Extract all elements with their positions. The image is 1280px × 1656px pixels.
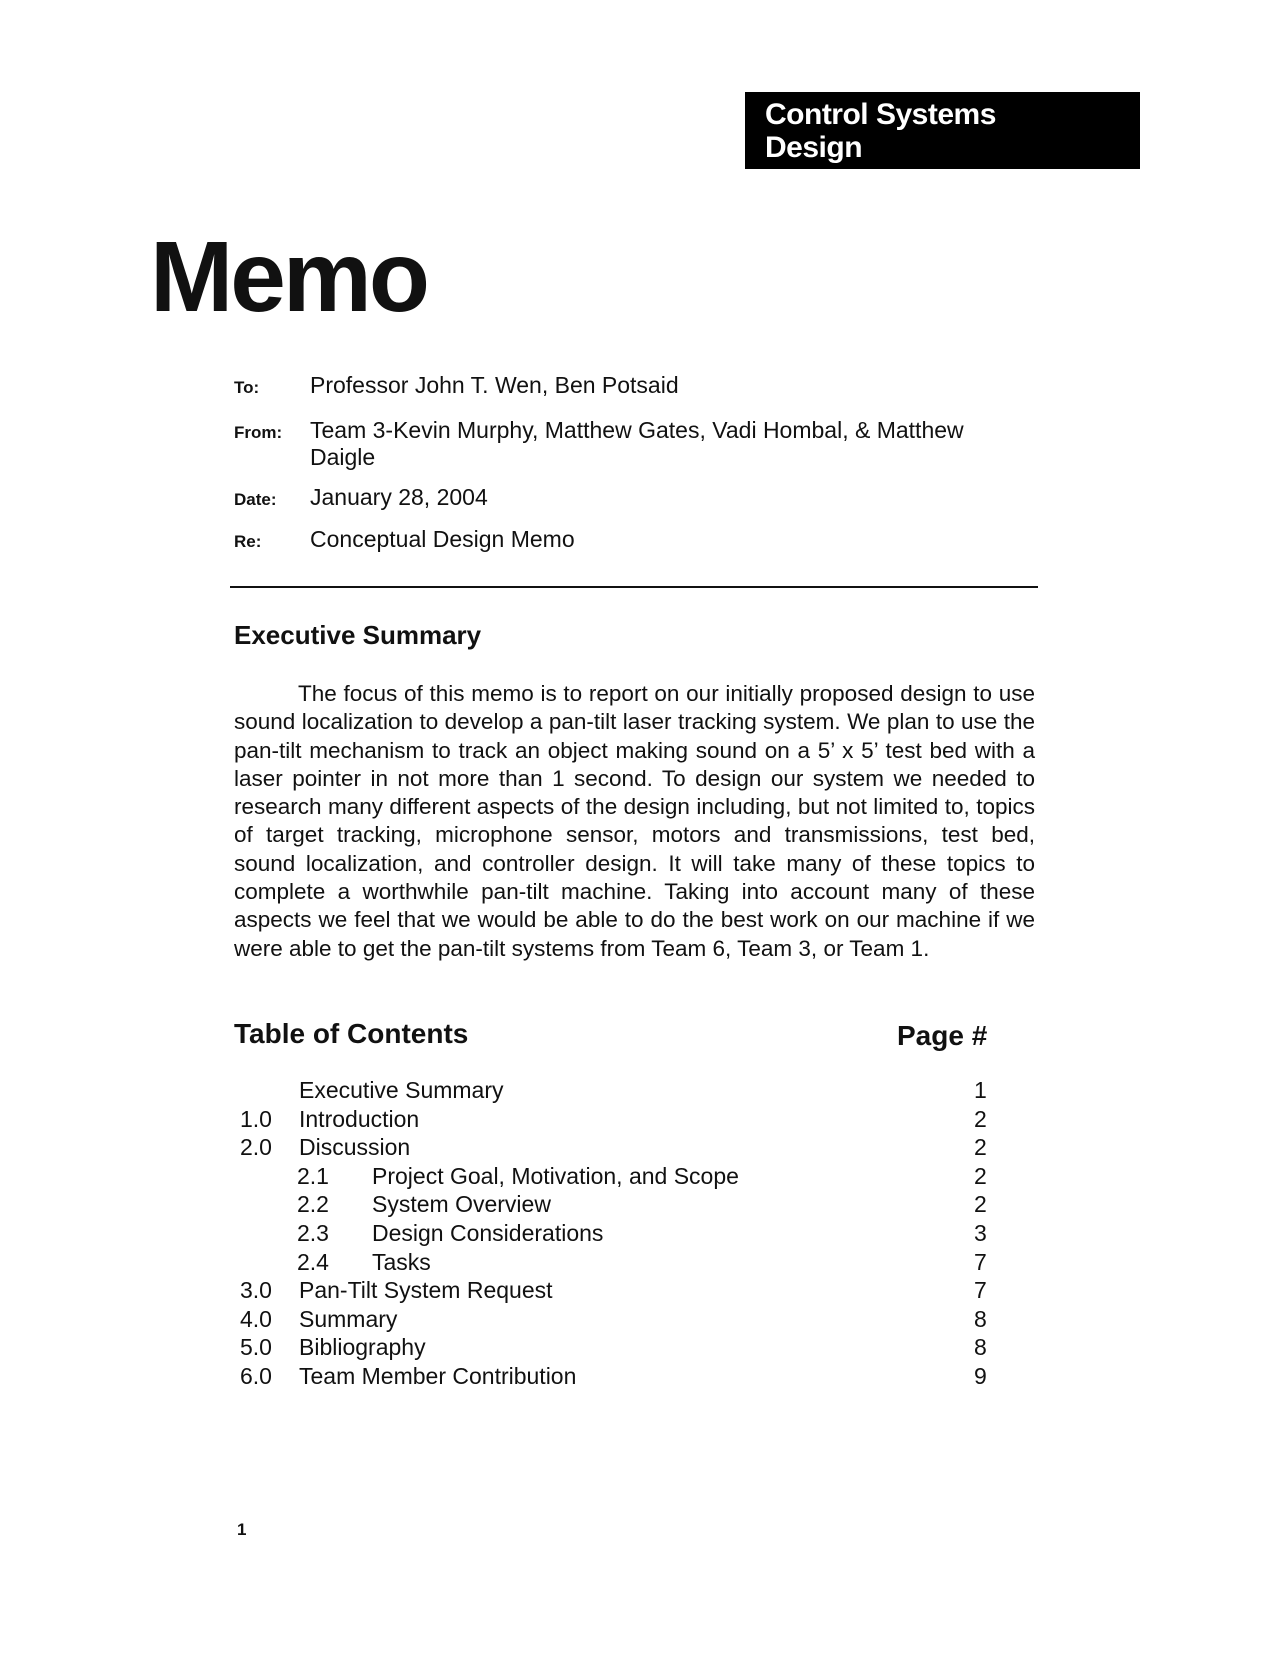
toc-item-number: 2.4 [297,1248,329,1275]
executive-summary-body: The focus of this memo is to report on our initially proposed design to use sound localization to develop a pan-tilt laser tracking system. We plan to use the pan-tilt mechanism to track an object making sound on a 5’ x 5’ test bed with a laser pointer in not more than 1 second. To design our system we needed to research many different aspects of the design including, but not limited to, topics of target tracking, microphone sensor, motors and transmissions, test bed, sound localization, and controller design. It will take many of these topics to complete a worthwhile pan-tilt machine. Taking into account many of these aspects we feel that we would be able to do the best work on our machine if we were able to get the pan-tilt systems from Team 6, Team 3, or Team 1. [234,681,1035,961]
to-label: To: [234,378,260,397]
from-label: From: [234,423,283,442]
date-row [234,484,1014,511]
date-label: Date: [234,490,277,509]
toc-item-label: Tasks [372,1248,431,1275]
toc-item-page: 7 [974,1248,987,1275]
re-value: Conceptual Design Memo [310,526,575,552]
header-divider [230,586,1038,588]
toc-item-label: Team Member Contribution [299,1363,577,1389]
toc-item [240,1305,1000,1334]
toc-item-page: 8 [974,1334,987,1361]
toc-item-label: Discussion [299,1134,411,1161]
toc-item [240,1105,1000,1134]
toc-item [240,1219,1000,1248]
toc-item-label: Design Considerations [372,1220,604,1246]
toc-item-number: 2.2 [297,1191,329,1218]
toc-item [240,1133,1000,1162]
toc-item [240,1333,1000,1362]
toc-item-label: Introduction [299,1105,420,1132]
re-label: Re: [234,532,262,551]
brand-box [745,92,1140,169]
toc-item-page: 2 [974,1162,987,1189]
toc-page-heading: Page # [897,1020,988,1051]
toc-heading: Table of Contents [234,1018,469,1049]
from-row [234,417,1004,471]
brand-line-2: Design [765,131,863,164]
toc-item-page: 9 [974,1363,987,1389]
toc-item [240,1276,1000,1305]
toc-item-number: 1.0 [240,1105,272,1132]
toc-item-label: Summary [299,1305,398,1332]
toc-item-number: 5.0 [240,1334,272,1361]
toc-item-label: System Overview [372,1191,551,1218]
toc-item-number: 6.0 [240,1363,272,1389]
toc-item-label: Pan-Tilt System Request [299,1277,553,1304]
toc-item-number: 2.3 [297,1220,329,1246]
executive-summary-heading: Executive Summary [234,620,482,650]
toc-item-page: 1 [974,1077,987,1103]
to-value: Professor John T. Wen, Ben Potsaid [310,372,679,398]
toc-item-number: 3.0 [240,1277,272,1304]
from-value: Team 3-Kevin Murphy, Matthew Gates, Vadi Hombal, & Matthew Daigle [310,417,964,470]
toc-item-number: 2.0 [240,1134,272,1161]
page-number: 1 [237,1520,247,1539]
date-value: January 28, 2004 [310,484,488,510]
toc-item-number: 2.1 [297,1162,329,1189]
toc-item-page: 7 [974,1277,987,1304]
toc-item-number: 4.0 [240,1305,272,1332]
toc-item [240,1362,1000,1391]
memo-title: Memo [150,221,427,333]
toc-item-page: 2 [974,1105,987,1132]
toc-item-page: 2 [974,1134,987,1161]
toc-item [240,1248,1000,1277]
toc-item [240,1162,1000,1191]
re-row [234,526,1014,553]
toc-item-label: Bibliography [299,1334,426,1361]
to-row [234,372,1014,399]
toc-item-label: Executive Summary [299,1077,504,1103]
toc-item [240,1076,1000,1105]
toc-item-label: Project Goal, Motivation, and Scope [372,1162,739,1189]
toc-item [240,1190,1000,1219]
toc-item-page: 3 [974,1220,987,1246]
toc-item-page: 8 [974,1305,987,1332]
brand-line-1: Control Systems [765,98,996,131]
toc-item-page: 2 [974,1191,987,1218]
